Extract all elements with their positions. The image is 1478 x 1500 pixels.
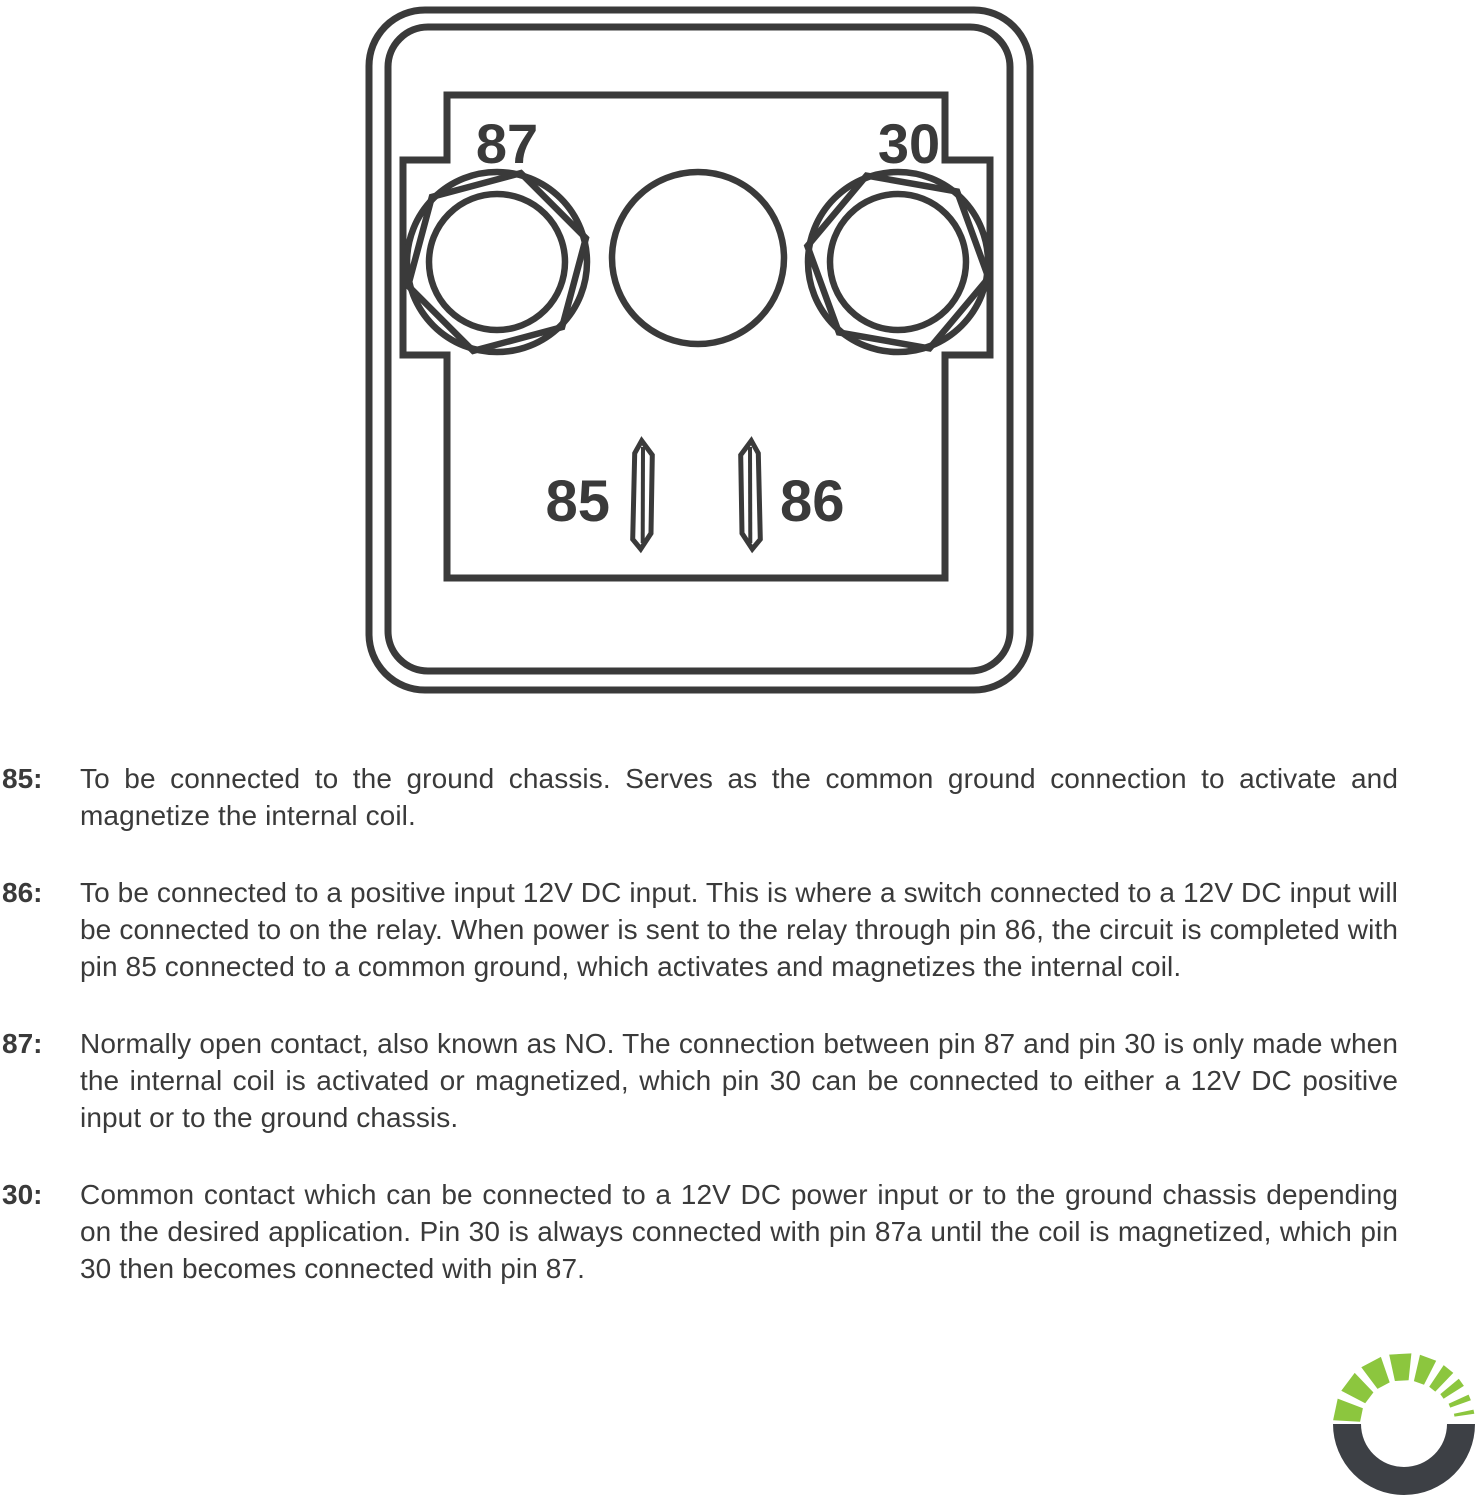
- pin-30-terminal: [807, 172, 988, 352]
- description-row-86: [2, 874, 1398, 985]
- brand-logo: [1330, 1350, 1478, 1498]
- description-row-30: [2, 1176, 1398, 1287]
- pin-30-label: 30: [877, 112, 941, 175]
- pin-87-inner-circle: [429, 194, 565, 330]
- pin-description-85: To be connected to the ground chassis. Serves as the common ground connection to activate and magnetize the internal coil.: [80, 763, 1398, 831]
- pin-ref-label-87: 87:: [2, 1028, 43, 1059]
- pin-description-87: Normally open contact, also known as NO. The connection between pin 87 and pin 30 is only made when the internal coil is activated or magnetized, which pin 30 can be connected to either a 12V DC positive input or to the ground chassis.: [80, 1028, 1398, 1133]
- pin-description-list: [2, 760, 1398, 1327]
- pin-30-inner-circle: [830, 194, 966, 330]
- pin-87-terminal: [407, 172, 587, 352]
- pin-86-label: 86: [780, 469, 845, 534]
- description-row-87: [2, 1025, 1398, 1136]
- logo-green-segments: [1333, 1353, 1474, 1421]
- pin-85-label: 85: [545, 469, 610, 534]
- pin-86-blade: [741, 441, 761, 549]
- pin-description-30: Common contact which can be connected to a 12V DC power input or to the ground chassis depending on the desired application. Pin 30 is always connected with pin 87a until the coil is magnetized, which pin 30 then becomes connected with pin 87.: [80, 1179, 1398, 1284]
- center-circle: [612, 172, 784, 344]
- pin-ref-label-85: 85:: [2, 763, 43, 794]
- description-row-85: [2, 760, 1398, 834]
- pin-description-86: To be connected to a positive input 12V DC input. This is where a switch connected to a 12V DC input will be connected to on the relay. When power is sent to the relay through pin 86, the circuit is completed with pin 85 connected to a common ground, which activates and magnetizes the internal coil.: [80, 877, 1398, 982]
- pin-87-label: 87: [475, 112, 539, 175]
- relay-diagram: [363, 0, 1038, 700]
- logo-dark-arc: [1333, 1424, 1475, 1495]
- pin-85-blade: [633, 441, 653, 549]
- pin-ref-label-30: 30:: [2, 1179, 43, 1210]
- pin-ref-label-86: 86:: [2, 877, 43, 908]
